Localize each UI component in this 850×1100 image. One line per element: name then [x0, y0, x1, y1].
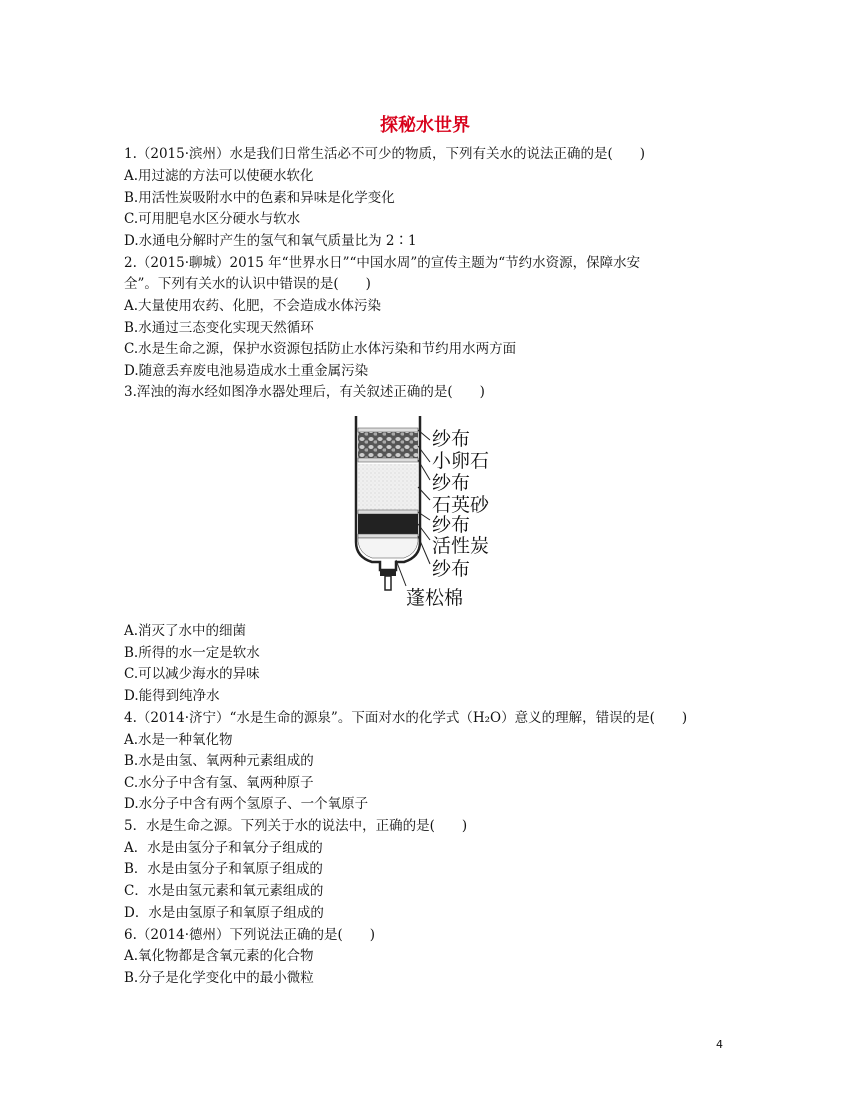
label-quartz-sand: 石英砂 [432, 494, 490, 516]
label-gauze-3: 纱布 [432, 514, 471, 536]
q2-stem-line2: 全”。下列有关水的认识中错误的是( ) [124, 276, 371, 292]
gauze-layer-1 [358, 428, 418, 432]
pebble-layer [358, 432, 418, 458]
q4-stem: 4.（2014·济宁）“水是生命的源泉”。下面对水的化学式（H₂O）意义的理解，错误的是( ) [124, 710, 688, 726]
q3-option-a: A.消灭了水中的细菌 [124, 623, 247, 639]
q5-option-c: C．水是由氢元素和氧元素组成的 [124, 883, 324, 899]
outlet-pipe [385, 576, 391, 590]
q3-option-d: D.能得到纯净水 [124, 688, 220, 704]
quartz-sand-layer [358, 464, 418, 510]
gauze-layer-2 [358, 458, 418, 462]
q2-option-b: B.水通过三态变化实现天然循环 [124, 320, 314, 336]
water-purifier-diagram [350, 412, 500, 608]
q3-stem: 3.浑浊的海水经如图净水器处理后，有关叙述正确的是( ) [124, 384, 485, 400]
q4-option-d: D.水分子中含有两个氢原子、一个氧原子 [124, 796, 369, 812]
q1-option-a: A.用过滤的方法可以使硬水软化 [124, 168, 314, 184]
q5-option-b: B．水是由氢分子和氧原子组成的 [124, 861, 323, 877]
q2-option-a: A.大量使用农药、化肥，不会造成水体污染 [124, 298, 382, 314]
activated-carbon-layer [358, 514, 418, 534]
q2-option-c: C.水是生命之源，保护水资源包括防止水体污染和节约用水两方面 [124, 341, 517, 357]
q2-stem-line1: 2.（2015·聊城）2015 年“世界水日”“中国水周”的宣传主题为“节约水资源，保障水安 [124, 255, 641, 271]
q5-stem: 5．水是生命之源。下列关于水的说法中，正确的是( ) [124, 818, 468, 834]
q6-option-a: A.氧化物都是含氧元素的化合物 [124, 948, 314, 964]
label-activated-carbon: 活性炭 [432, 535, 490, 557]
q3-option-c: C.可以减少海水的异味 [124, 666, 260, 682]
label-gauze-4: 纱布 [432, 558, 471, 580]
q4-option-b: B.水是由氢、氧两种元素组成的 [124, 753, 314, 769]
page-title: 探秘水世界 [380, 115, 470, 136]
q4-option-a: A.水是一种氧化物 [124, 732, 233, 748]
q2-option-d: D.随意丢弃废电池易造成水土重金属污染 [124, 363, 369, 379]
page-number: 4 [716, 1038, 723, 1051]
label-gauze-1: 纱布 [432, 428, 471, 450]
label-pebbles: 小卵石 [432, 450, 490, 472]
q5-option-a: A．水是由氢分子和氧分子组成的 [124, 840, 323, 856]
q1-option-c: C.可用肥皂水区分硬水与软水 [124, 211, 301, 227]
cotton-layer [358, 538, 418, 558]
gauze-layer-3 [358, 510, 418, 514]
q1-option-d: D.水通电分解时产生的氢气和氧气质量比为 2∶1 [124, 233, 417, 249]
q1-option-b: B.用活性炭吸附水中的色素和异味是化学变化 [124, 190, 395, 206]
q6-option-b: B.分子是化学变化中的最小微粒 [124, 970, 314, 986]
gauze-layer-4 [358, 534, 418, 538]
outlet-cap [380, 570, 396, 576]
label-gauze-2: 纱布 [432, 472, 471, 494]
q6-stem: 6.（2014·德州）下列说法正确的是( ) [124, 927, 376, 943]
q4-option-c: C.水分子中含有氢、氧两种原子 [124, 775, 314, 791]
q3-option-b: B.所得的水一定是软水 [124, 645, 260, 661]
water-purifier-figure [350, 412, 500, 608]
label-cotton: 蓬松棉 [406, 587, 464, 608]
q5-option-d: D．水是由氢原子和氧原子组成的 [124, 905, 324, 921]
q1-stem: 1.（2015·滨州）水是我们日常生活必不可少的物质，下列有关水的说法正确的是( ) [124, 146, 646, 162]
